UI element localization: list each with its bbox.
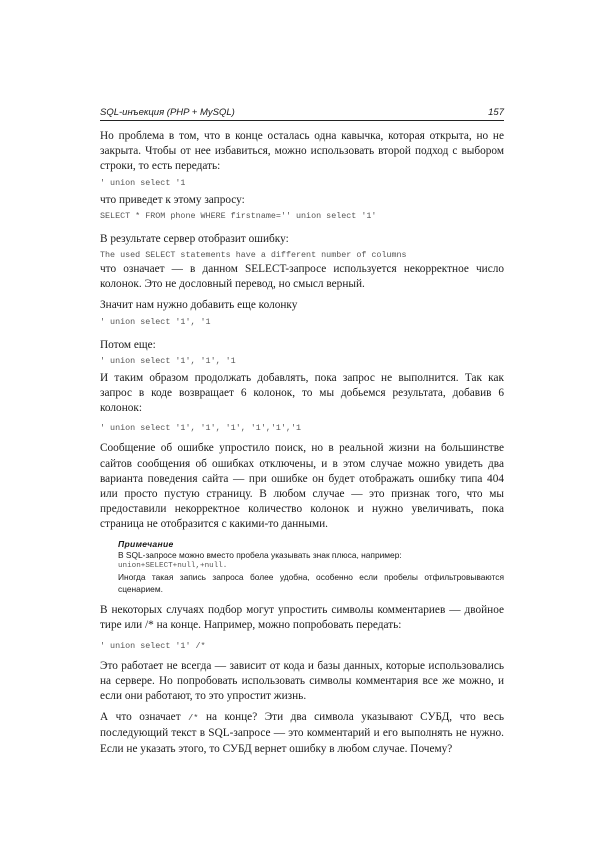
paragraph: Это работает не всегда — зависит от кода и базы данных, которые использовались на сервере. Но попробовать использовать символы комментария все же можно, и если они работают, то это упростит жизнь.: [100, 659, 504, 702]
book-page: [100, 107, 504, 757]
paragraph: Но проблема в том, что в конце осталась одна кавычка, которая открыта, но не закрыта. Чтобы от нее избавиться, можно использовать второй подход с выбором строки, то есть передать:: [100, 130, 504, 173]
paragraph: Сообщение об ошибке упростило поиск, но в реальной жизни на большинстве сайтов сообщения об ошибках отключены, и в этом случае можно увидеть два варианта поведения сайта — при ошибке он будет отображать ошибку типа 404 или просто пустую страницу. В любом случае — это признак того, что мы предоставили некорректное количество колонок и нужно увеличивать, пока страница не отобразится с какими-то данными.: [100, 442, 504, 531]
code-line: ' union select '1' /*: [100, 640, 206, 651]
note-title: Примечание: [118, 538, 174, 549]
paragraph: Потом еще:: [100, 338, 156, 351]
paragraph: Значит нам нужно добавить еще колонку: [100, 299, 298, 312]
note-text: Иногда такая запись запроса более удобна, особенно если пробелы отфильтровываются сценарием.: [118, 572, 504, 594]
page-header: [100, 107, 504, 121]
paragraph: что приведет к этому запросу:: [100, 193, 245, 206]
code-line: ' union select '1: [100, 177, 186, 188]
paragraph-text: А что означает: [100, 711, 189, 724]
paragraph: В некоторых случаях подбор могут упростить символы комментариев — двойное тире или /* на конце. Например, можно попробовать передать:: [100, 604, 504, 632]
paragraph-text: на конце? Эти два символа указывают СУБД, что весь последующий текст в SQL-запросе — это комментарий и его выполнять не нужно. Если не указать этого, то СУБД вернет ошибку в любом случае. Почему?: [100, 711, 504, 755]
note-text: В SQL-запросе можно вместо пробела указывать знак плюса, например:: [118, 549, 402, 560]
code-line: SELECT * FROM phone WHERE firstname='' union select '1': [100, 210, 377, 221]
paragraph: [100, 710, 504, 757]
note-code: union+SELECT+null,+null.: [118, 562, 228, 571]
paragraph: И таким образом продолжать добавлять, пока запрос не выполнится. Так как запрос в коде возвращает 6 колонок, то мы добьемся результата, добавив 6 колонок:: [100, 371, 504, 415]
code-line: ' union select '1', '1', '1: [100, 355, 236, 366]
paragraph: В результате сервер отобразит ошибку:: [100, 232, 289, 245]
running-title: SQL-инъекция (PHP + MySQL): [100, 107, 235, 118]
code-line: ' union select '1', '1: [100, 316, 211, 327]
page-number: 157: [488, 107, 504, 118]
paragraph: что означает — в данном SELECT-запросе используется некорректное число колонок. Это не дословный перевод, но смысл верный.: [100, 263, 504, 291]
code-line: The used SELECT statements have a different number of columns: [100, 250, 407, 261]
note-box: [118, 539, 504, 596]
code-line: ' union select '1', '1', '1', '1','1','1: [100, 423, 302, 434]
inline-code: /*: [188, 713, 199, 724]
